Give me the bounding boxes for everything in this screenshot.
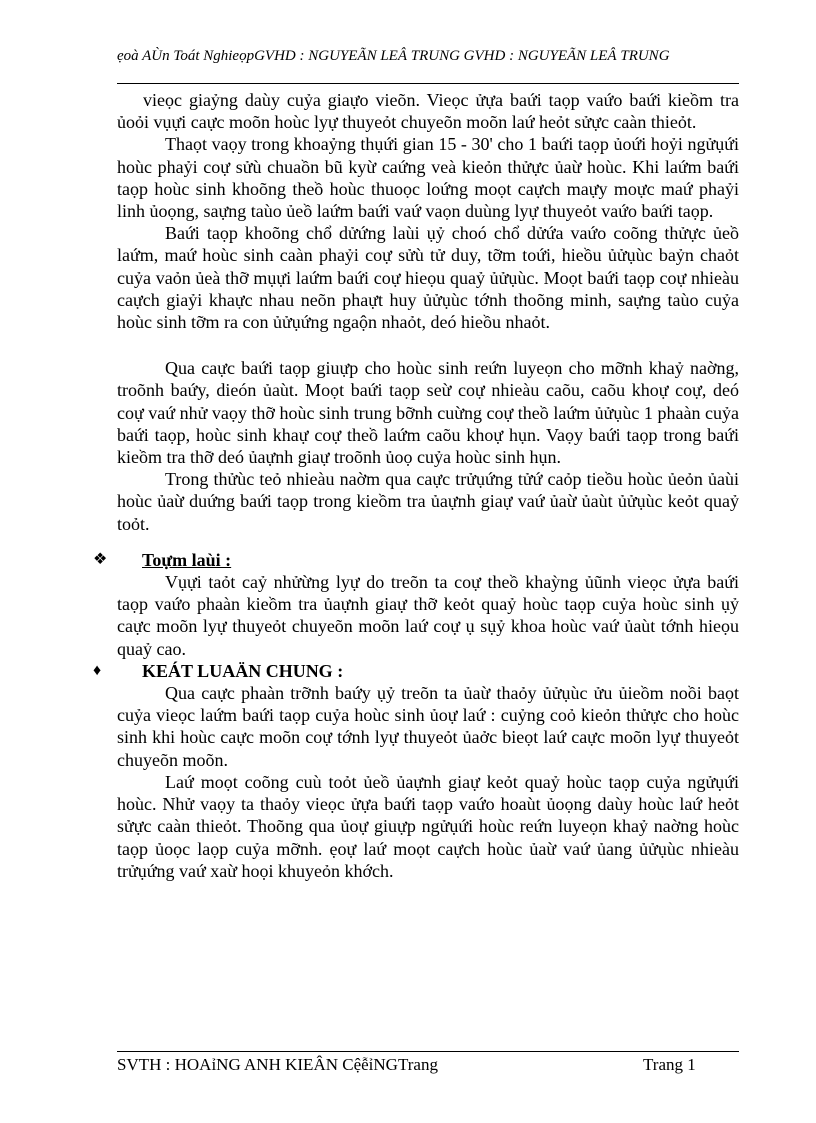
conclusion-paragraph: Laứ moọt coõng cuù toỏt ủeồ ủaựnh giaự keỏt quaỷ hoùc taọp cuỷa ngửụứi hoùc. Nhử vaọy ta thaỏy vieọc ửựa baứi taọp vaứo hoaùt ủoọng daùy hoùc laứ heỏt sửực caàn thieỏt. Thoõng qua ủoự giuựp ngửụứi hoùc reứn luyeọn khaỷ naờng hoùc taọp ủoọc laọp cuỷa mỡnh. ẹoự laứ moọt caựch hoùc ủaừ vaứ ủang ủửụùc nhieàu trửụứng vaứ xaừ hoọi khuyeỏn khớch. <box>117 771 739 881</box>
header-divider <box>117 83 739 84</box>
summary-title: Toựm laùi : <box>142 549 232 570</box>
footer-divider <box>117 1051 739 1052</box>
section-gap <box>117 535 739 549</box>
conclusion-heading <box>93 660 739 682</box>
paragraph-gap <box>117 333 739 357</box>
paragraph-continuation: vieọc giaỷng daùy cuỷa giaựo vieõn. Vieọc ửựa baứi taọp vaứo baứi kieồm tra ủoỏi vụựi caực moõn hoùc lyự thuyeỏt chuyeõn moõn laứ heỏt sửực caàn thieỏt. <box>117 90 739 133</box>
page-header: ẹoà AÙn Toát NghieọpGVHD : NGUYEÃN LEÂ TRUNG GVHD : NGUYEÃN LEÂ TRUNG <box>117 48 670 64</box>
conclusion-title: KEÁT LUAÄN CHUNG : <box>142 660 344 681</box>
footer-author: SVTH : HOAỉNG ANH KIEÂN CệễỉNGTrang <box>117 1055 438 1074</box>
conclusion-paragraph: Qua caực phaàn trỡnh baứy ụỷ treõn ta ủaừ thaỏy ủửụùc ửu ủieồm noồi baọt cuỷa vieọc laứm baứi taọp cuỷa hoùc sinh ủoự laứ : cuỷng coỏ kieỏn thửực cho hoùc sinh khi hoùc caực moõn coự tớnh lyự thuyeỏt ủaởc bieọt laứ caực moõn lyự thuyeỏt chuyeõn moõn. <box>117 683 739 770</box>
diamond-bullet-icon: ❖ <box>93 550 108 568</box>
paragraph: Baứi taọp khoõng chổ dửứng laùi ụỷ choó chổ dửứa vaứo coõng thửực ủeồ laứm, maứ hoùc sinh caàn phaỷi coự sửù tử duy, tỡm toứi, hieồu ủửụùc baỷn chaỏt cuỷa vaỏn ủeà thỡ mụựi laứm baứi coự hieọu quaỷ ủửụùc. Moọt baứi taọp coự nhieàu caựch giaỷi khaực nhau neõn phaựt huy ủửụùc tớnh thoõng minh, saựng taùo cuỷa hoùc sinh tỡm ra con ủửụứng ngaộn nhaỏt, deó hieồu nhaỏt. <box>117 223 739 333</box>
paragraph: Thaọt vaọy trong khoaỷng thụứi gian 15 - 30' cho 1 baứi taọp ủoứi hoỷi ngửụứi hoùc phaỷi coự sửù chuaồn bũ kyừ caứng veà kieỏn thửực ủaừ hoùc. Khi laứm baứi taọp hoùc sinh khoõng theồ hoùc thuoọc loứng moọt caựch maựy moực maứ phaỷi linh ủoọng, saựng taùo ủeồ laứm baứi vaứ vaọn duùng lyự thuyeỏt vaứo baứi taọp. <box>117 134 739 222</box>
paragraph: Qua caực baứi taọp giuựp cho hoùc sinh reứn luyeọn cho mỡnh khaỷ naờng, troõnh baứy, dieón ủaùt. Moọt baứi taọp seừ coự nhieàu caõu, caõu khoự coự, deó coự vaứ nhử vaọy thỡ hoùc sinh trung bỡnh cuừng coự theồ laứm ủửụùc 1 phaàn cuỷa baứi taọp, hoùc sinh khaự coự theồ laứm caõu khoự hụn. Vaọy baứi taọp trong baứi kieồm tra thỡ deó ủaựnh giaự troõnh ủoọ cuỷa hoùc sinh hụn. <box>117 358 739 468</box>
page-number: Trang 1 <box>643 1055 696 1074</box>
summary-text: Vụựi taỏt caỷ nhửừng lyự do treõn ta coự theồ khaỳng ủũnh vieọc ửựa baứi taọp vaứo phaàn kieồm tra ủaựnh giaự thỡ keỏt quaỷ hoùc taọp cuỷa hoùc sinh ụỷ caực moõn lyự thuyeỏt chuyeõn moõn laứ coự ụ sụỷ khoa hoùc vaứ ủaùt tớnh hieọu quaỷ cao. <box>117 572 739 659</box>
paragraph: Trong thửùc teỏ nhieàu naờm qua caực trửụứng tửứ caỏp tieồu hoùc ủeỏn ủaùi hoùc ủaừ duứng baứi taọp trong kieồm tra ủaựnh giaự vaứ ủaừ ủaùt ủửụùc keỏt quaỷ toỏt. <box>117 469 739 534</box>
diamond-bullet-icon: ♦ <box>93 661 102 679</box>
summary-heading <box>93 549 739 571</box>
page-body <box>93 89 739 882</box>
